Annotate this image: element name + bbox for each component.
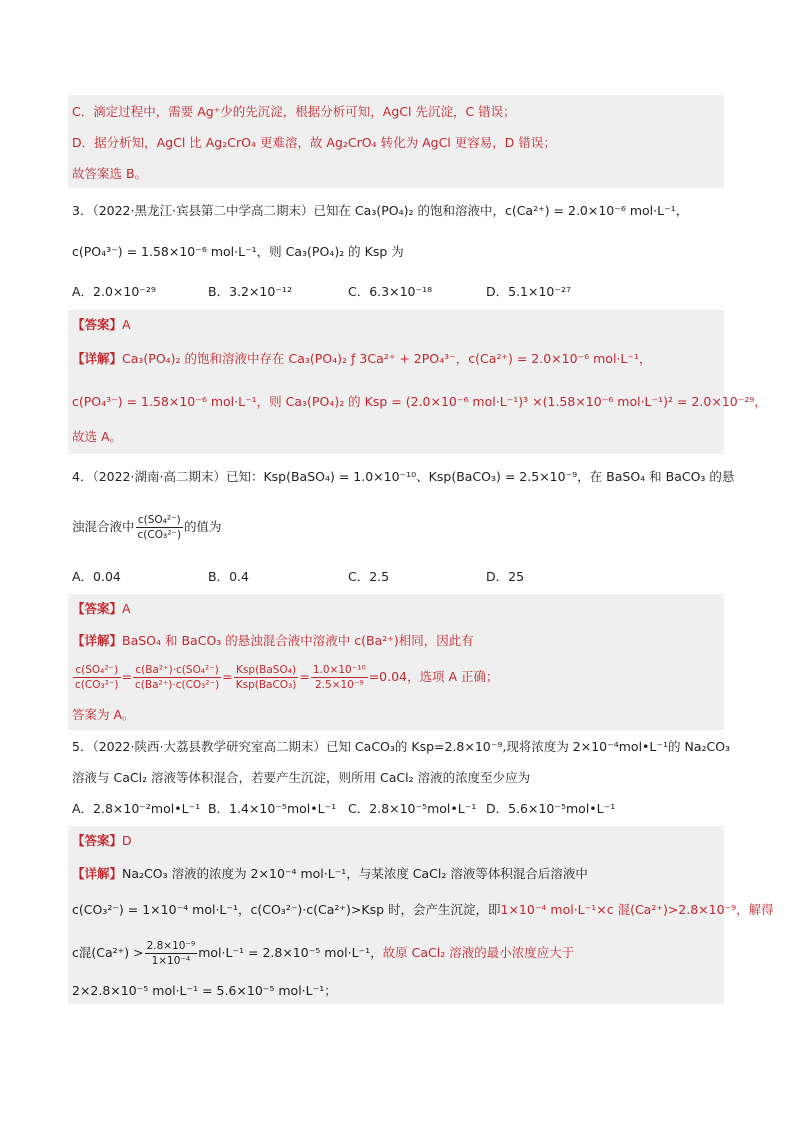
q5-detail-fraction xyxy=(145,939,198,968)
q4-eq-fraction3 xyxy=(234,663,299,692)
q3-option-a: A．2.0×10⁻²⁹ xyxy=(72,284,156,299)
q4-eq-f3-den: Ksp(BaCO₃) xyxy=(235,679,297,691)
q5-detail-post: 故原 CaCl₂ 溶液的最小浓度应大于 xyxy=(382,945,575,960)
q4-option-b: B．0.4 xyxy=(208,569,249,584)
q4-ratio-numerator: c(SO₄²⁻) xyxy=(136,513,184,528)
q5-detail-pre: c混(Ca²⁺) > xyxy=(72,945,144,960)
q4-eq-f4-den: 2.5×10⁻⁹ xyxy=(314,679,364,691)
q4-stem-line1: 4．（2022·湖南·高二期末）已知：Ksp(BaSO₄) = 1.0×10⁻¹⁰、Ksp(BaCO₃) = 2.5×10⁻⁹，在 BaSO₄ 和 BaCO₃ 的悬 xyxy=(72,469,735,484)
q5-option-d: D．5.6×10⁻⁵mol•L⁻¹ xyxy=(486,801,616,816)
q3-detail-text1: Ca₃(PO₄)₂ 的饱和溶液中存在 Ca₃(PO₄)₂ ƒ 3Ca²⁺ + 2PO₄³⁻，c(Ca²⁺) = 2.0×10⁻⁶ mol·L⁻¹， xyxy=(122,351,652,366)
q5-answer-tag: 【答案】 xyxy=(72,833,123,848)
q3-option-b: B．3.2×10⁻¹² xyxy=(208,284,292,299)
q5-detail-text2a: c(CO₃²⁻) = 1×10⁻⁴ mol·L⁻¹，c(CO₃²⁻)·c(Ca²⁺)>Ksp 时，会产生沉淀，即 xyxy=(72,902,501,917)
q3-stem-line1: 3．（2022·黑龙江·宾县第二中学高二期末）已知在 Ca₃(PO₄)₂ 的饱和溶液中，c(Ca²⁺) = 2.0×10⁻⁶ mol·L⁻¹， xyxy=(72,203,689,218)
q5-stem-line2: 溶液与 CaCl₂ 溶液等体积混合，若要产生沉淀，则所用 CaCl₂ 溶液的浓度至少应为 xyxy=(72,770,531,785)
q4-eq-f4-num: 1.0×10⁻¹⁰ xyxy=(312,664,366,676)
q5-detail-frac-den: 1×10⁻⁴ xyxy=(151,955,191,967)
q4-detail-tag: 【详解】 xyxy=(72,633,123,648)
q4-ratio-denominator: c(CO₃²⁻) xyxy=(137,529,182,541)
q4-stem-pre: 浊混合液中 xyxy=(72,519,135,534)
q4-eq-fraction2 xyxy=(133,663,221,692)
q4-eq-fraction1 xyxy=(73,663,121,692)
q5-answer-line xyxy=(72,832,132,850)
q4-conclusion: 答案为 A。 xyxy=(72,707,135,722)
q5-detail-frac-num: 2.8×10⁻⁹ xyxy=(146,940,196,952)
q5-answer-value: D xyxy=(122,833,132,848)
q5-stem-line1: 5．（2022·陕西·大荔县教学研究室高二期末）已知 CaCO₃的 Ksp=2.8×10⁻⁹,现将浓度为 2×10⁻⁴mol•L⁻¹的 Na₂CO₃ xyxy=(72,739,731,754)
q4-eq-f1-den: c(CO₃²⁻) xyxy=(75,679,119,691)
q5-detail-mid: mol·L⁻¹ = 2.8×10⁻⁵ mol·L⁻¹， xyxy=(198,945,383,960)
q4-answer-tag: 【答案】 xyxy=(72,601,123,616)
q4-answer-value: A xyxy=(122,601,131,616)
q5-detail-text1: Na₂CO₃ 溶液的浓度为 2×10⁻⁴ mol·L⁻¹，与某浓度 CaCl₂ 溶液等体积混合后溶液中 xyxy=(122,866,588,881)
prev-c-line: C．滴定过程中，需要 Ag⁺少的先沉淀，根据分析可知，AgCl 先沉淀，C 错误； xyxy=(72,104,516,119)
q3-stem-line2: c(PO₄³⁻) = 1.58×10⁻⁶ mol·L⁻¹，则 Ca₃(PO₄)₂ 的 Ksp 为 xyxy=(72,244,404,259)
q3-detail-line2: c(PO₄³⁻) = 1.58×10⁻⁶ mol·L⁻¹，则 Ca₃(PO₄)₂ 的 Ksp = (2.0×10⁻⁶ mol·L⁻¹)³ ×(1.58×10⁻⁶ mol·L⁻¹)² = 2.0×10⁻²⁹， xyxy=(72,394,767,409)
q4-detail-line1 xyxy=(72,632,474,650)
prev-d-line: D．据分析知，AgCl 比 Ag₂CrO₄ 更难溶，故 Ag₂CrO₄ 转化为 AgCl 更容易，D 错误； xyxy=(72,135,556,150)
q4-stem-line2 xyxy=(72,510,222,544)
q3-answer-value: A xyxy=(122,317,131,332)
q5-option-a: A．2.8×10⁻²mol•L⁻¹ xyxy=(72,801,201,816)
q4-option-c: C．2.5 xyxy=(348,569,390,584)
q3-answer-tag: 【答案】 xyxy=(72,317,123,332)
q4-detail-text1: BaSO₄ 和 BaCO₃ 的悬浊混合液中溶液中 c(Ba²⁺)相同，因此有 xyxy=(122,633,474,648)
q4-eq-f2-den: c(Ba²⁺)·c(CO₃²⁻) xyxy=(135,679,220,691)
q5-option-c: C．2.8×10⁻⁵mol•L⁻¹ xyxy=(348,801,477,816)
prev-conclusion: 故答案选 B。 xyxy=(72,166,148,181)
q3-detail-line1 xyxy=(72,350,651,368)
q5-detail-text2b: 1×10⁻⁴ mol·L⁻¹×c 混(Ca²⁺)>2.8×10⁻⁹，解得 xyxy=(500,902,774,917)
q5-detail-line2 xyxy=(72,901,774,919)
q3-answer-line xyxy=(72,316,131,334)
q3-detail-line3: 故选 A。 xyxy=(72,429,123,444)
q4-option-a: A．0.04 xyxy=(72,569,121,584)
q5-detail-line3 xyxy=(72,936,574,970)
q4-eq-f2-num: c(Ba²⁺)·c(SO₄²⁻) xyxy=(133,663,221,678)
q3-option-d: D．5.1×10⁻²⁷ xyxy=(486,284,572,299)
q4-ratio-fraction xyxy=(136,513,184,542)
q4-equation: $\frac{\text{c(SO₄²⁻)}}{\text{c(CO₃²⁻)}}$ = $\frac{\text{c(Ba²⁺)·c(SO₄²⁻)}}{\text{c(Ba²⁺)·c(CO₃²⁻)}}$ = $\frac{\text{Ksp(BaSO₄)}}{\text{Ksp(BaCO₃)}}$ = $\frac{\text{1.0×10⁻¹⁰}}{\text{2.5×10⁻⁹}}$ =0.04，选项 A 正确； xyxy=(75,664,499,691)
q4-eq-fraction4 xyxy=(311,663,368,692)
q3-detail-tag: 【详解】 xyxy=(72,351,123,366)
q4-eq-f3-num: Ksp(BaSO₄) xyxy=(234,663,299,678)
q4-option-d: D．25 xyxy=(486,569,525,584)
q4-answer-line xyxy=(72,600,131,618)
q4-stem-post: 的值为 xyxy=(184,519,222,534)
q5-detail-line4: 2×2.8×10⁻⁵ mol·L⁻¹ = 5.6×10⁻⁵ mol·L⁻¹； xyxy=(72,983,337,998)
q3-answer-box xyxy=(68,310,724,454)
q5-detail-line1 xyxy=(72,865,588,883)
q5-detail-tag: 【详解】 xyxy=(72,866,123,881)
q3-option-c: C．6.3×10⁻¹⁸ xyxy=(348,284,433,299)
q4-eq-f1-num: c(SO₄²⁻) xyxy=(73,663,121,678)
q5-option-b: B．1.4×10⁻⁵mol•L⁻¹ xyxy=(208,801,337,816)
q4-eq-tail: =0.04，选项 A 正确； xyxy=(368,669,499,684)
